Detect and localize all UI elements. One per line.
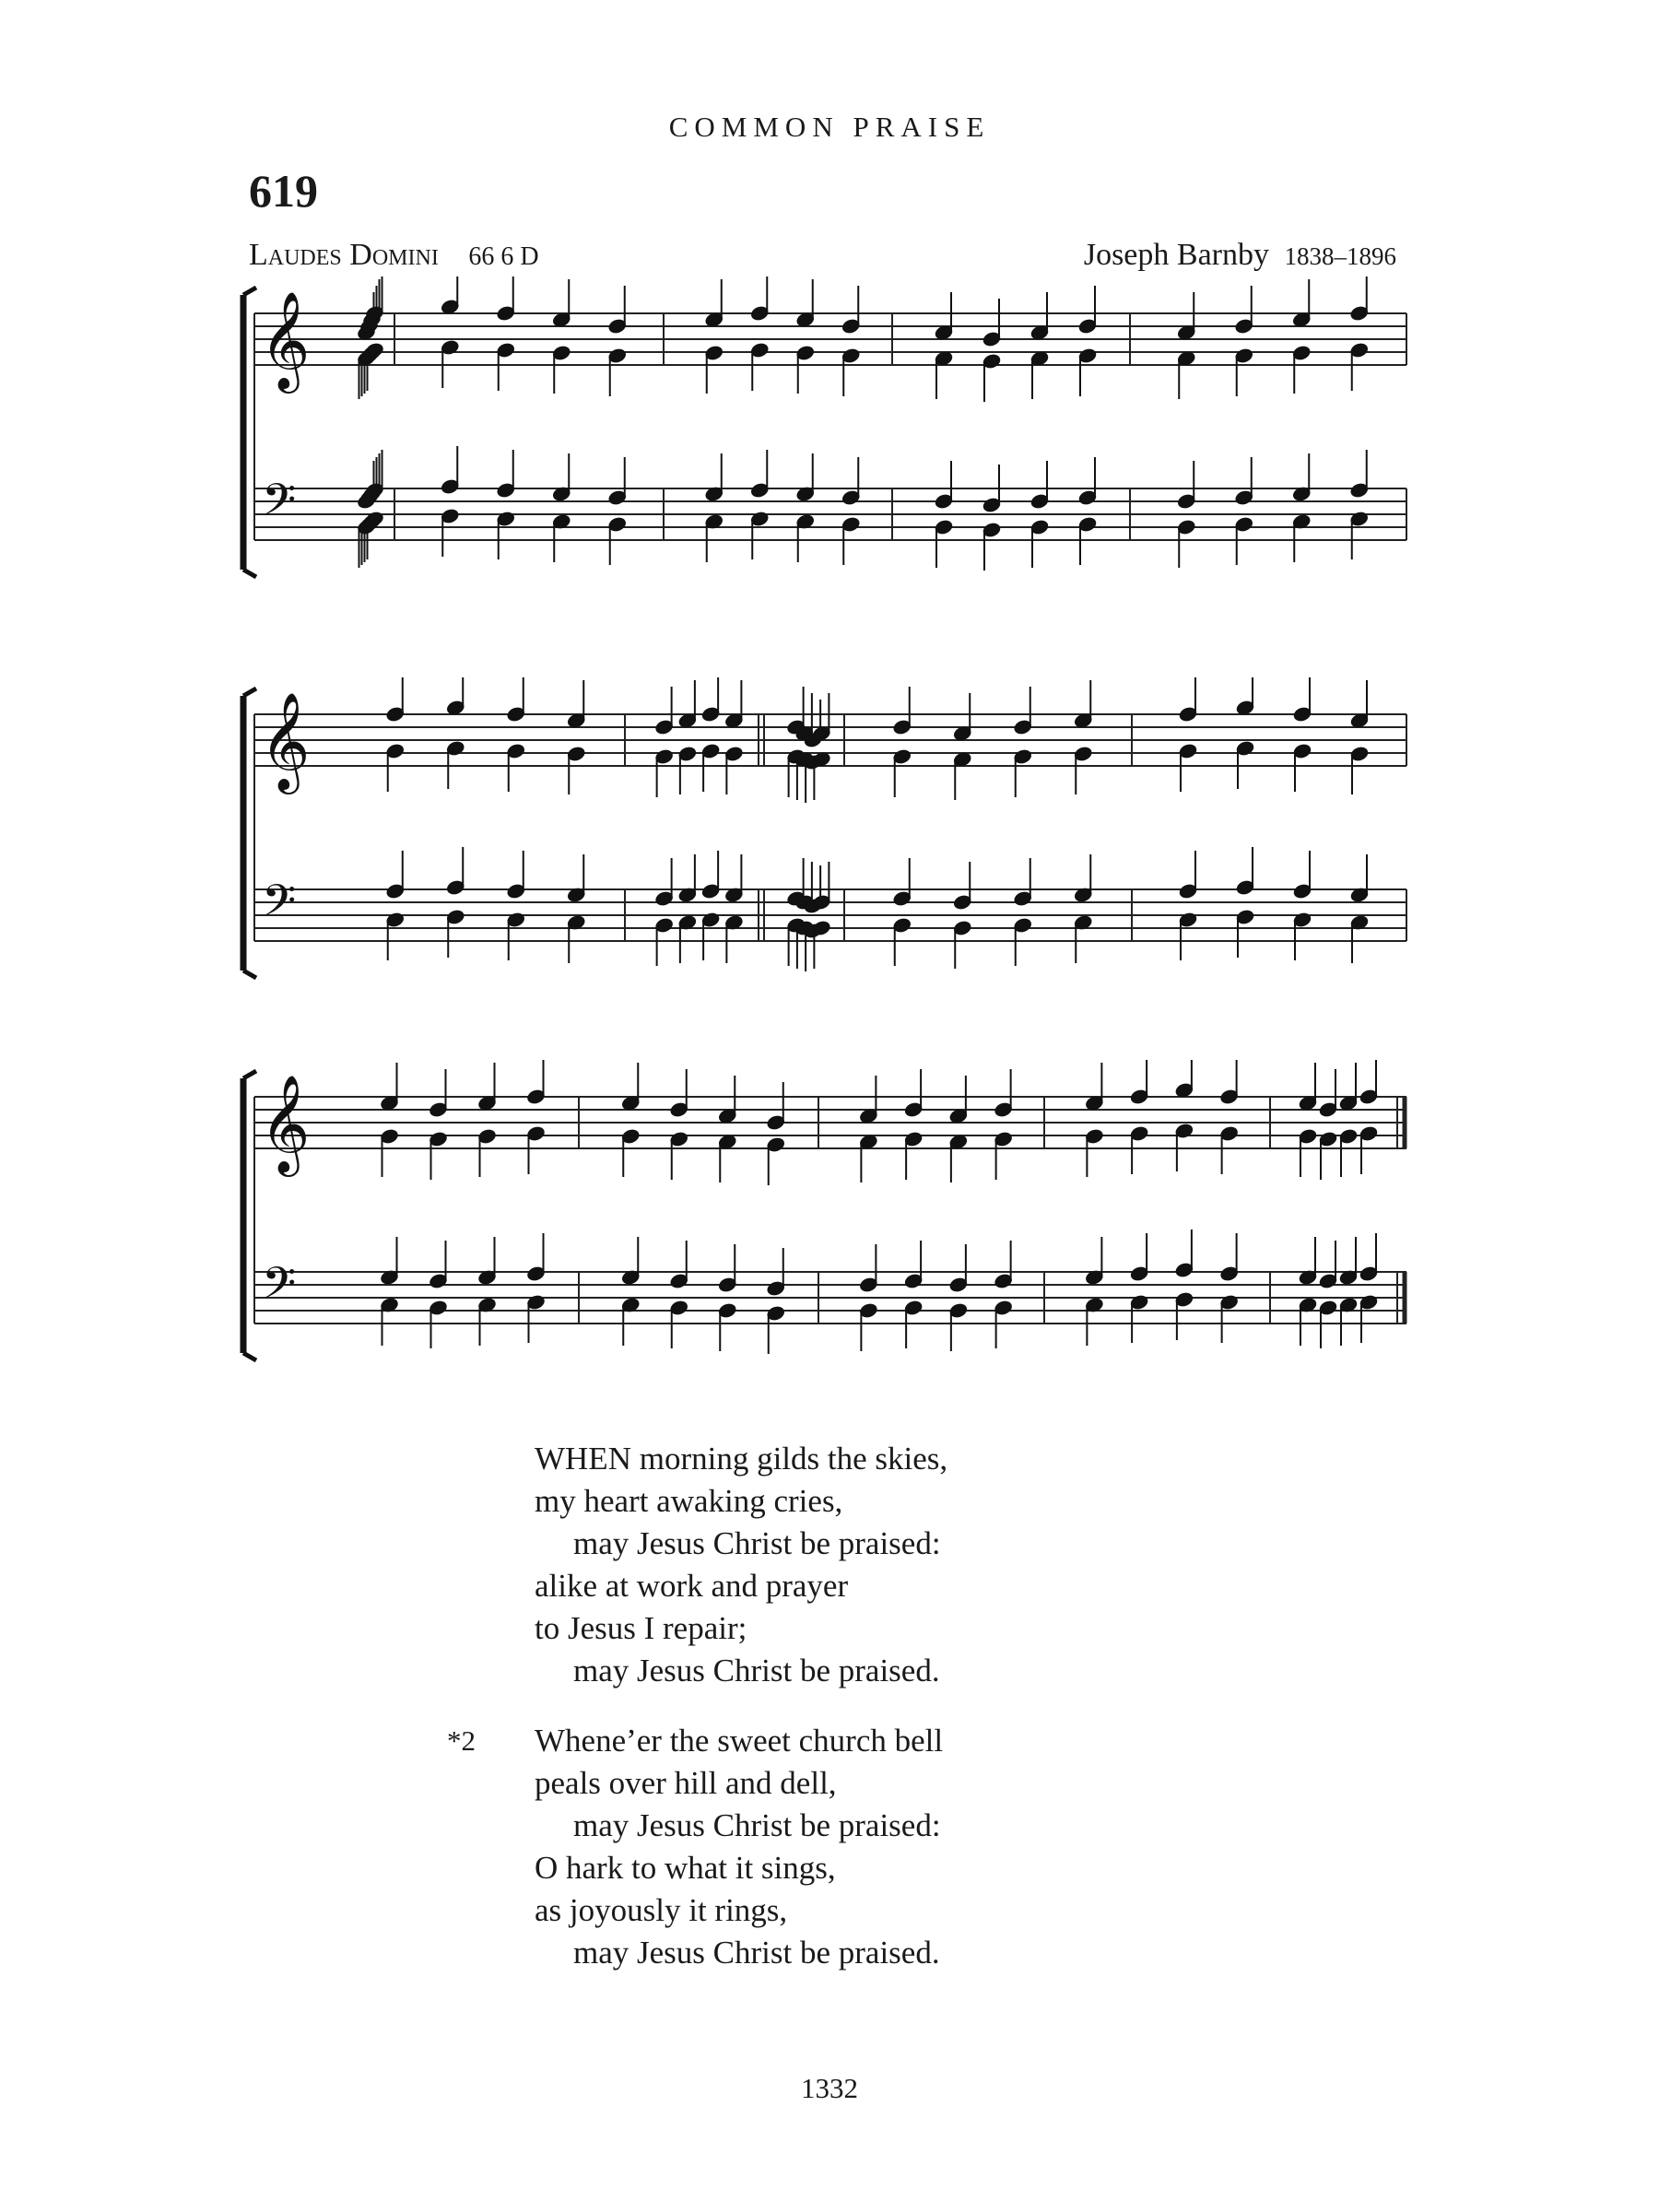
composer-name: Joseph Barnby [1083, 238, 1269, 272]
composer-dates: 1838–1896 [1284, 242, 1396, 270]
hymn-text [447, 1438, 1272, 2002]
verse-line: may Jesus Christ be praised: [573, 1525, 941, 1561]
treble-staff [254, 313, 1406, 365]
meter: 66 6 D [468, 242, 539, 271]
verse-line: peals over hill and dell, [535, 1765, 837, 1801]
composer-credit [1084, 238, 1396, 273]
tune-line [249, 238, 1396, 273]
score-system [229, 276, 1418, 590]
bass-staff [254, 488, 1406, 540]
hymn-number: 619 [249, 165, 318, 217]
score-system [229, 1060, 1418, 1373]
treble-staff [254, 714, 1406, 766]
treble-staff [254, 1097, 1406, 1148]
verse-line: may Jesus Christ be praised. [573, 1653, 940, 1688]
verse-line: to Jesus I repair; [535, 1610, 747, 1646]
verse-line: may Jesus Christ be praised. [573, 1935, 940, 1971]
bass-clef-icon: 𝄢 [262, 1257, 297, 1320]
music-system-2 [229, 677, 1418, 991]
treble-clef-icon: 𝄞 [260, 1074, 311, 1172]
music-system-3 [229, 1060, 1418, 1373]
verse-line: Whene’er the sweet church bell [535, 1723, 944, 1759]
running-title: COMMON PRAISE [668, 111, 991, 143]
barlines [254, 313, 1406, 540]
score-system [229, 677, 1418, 991]
verse-line: WHEN morning gilds the skies, [535, 1441, 948, 1477]
verse-line: my heart awaking cries, [535, 1483, 843, 1519]
verse-line: O hark to what it sings, [535, 1850, 836, 1886]
bass-clef-icon: 𝄢 [262, 875, 297, 937]
bass-staff [254, 889, 1406, 941]
bass-clef-icon: 𝄢 [262, 474, 297, 536]
verse-number: *2 [447, 1724, 476, 1757]
tune-name: Laudes Domini [249, 238, 439, 272]
music-system-1 [229, 276, 1418, 590]
page-number: 1332 [801, 2072, 858, 2104]
verse-line: as joyously it rings, [535, 1892, 788, 1928]
barlines [254, 714, 1406, 941]
verse-line: may Jesus Christ be praised: [573, 1807, 941, 1843]
verse-1 [535, 1438, 1272, 1692]
treble-clef-icon: 𝄞 [260, 691, 311, 790]
verse-line: alike at work and prayer [535, 1568, 849, 1604]
treble-clef-icon: 𝄞 [260, 290, 311, 389]
verse-2 [447, 1720, 1272, 1974]
